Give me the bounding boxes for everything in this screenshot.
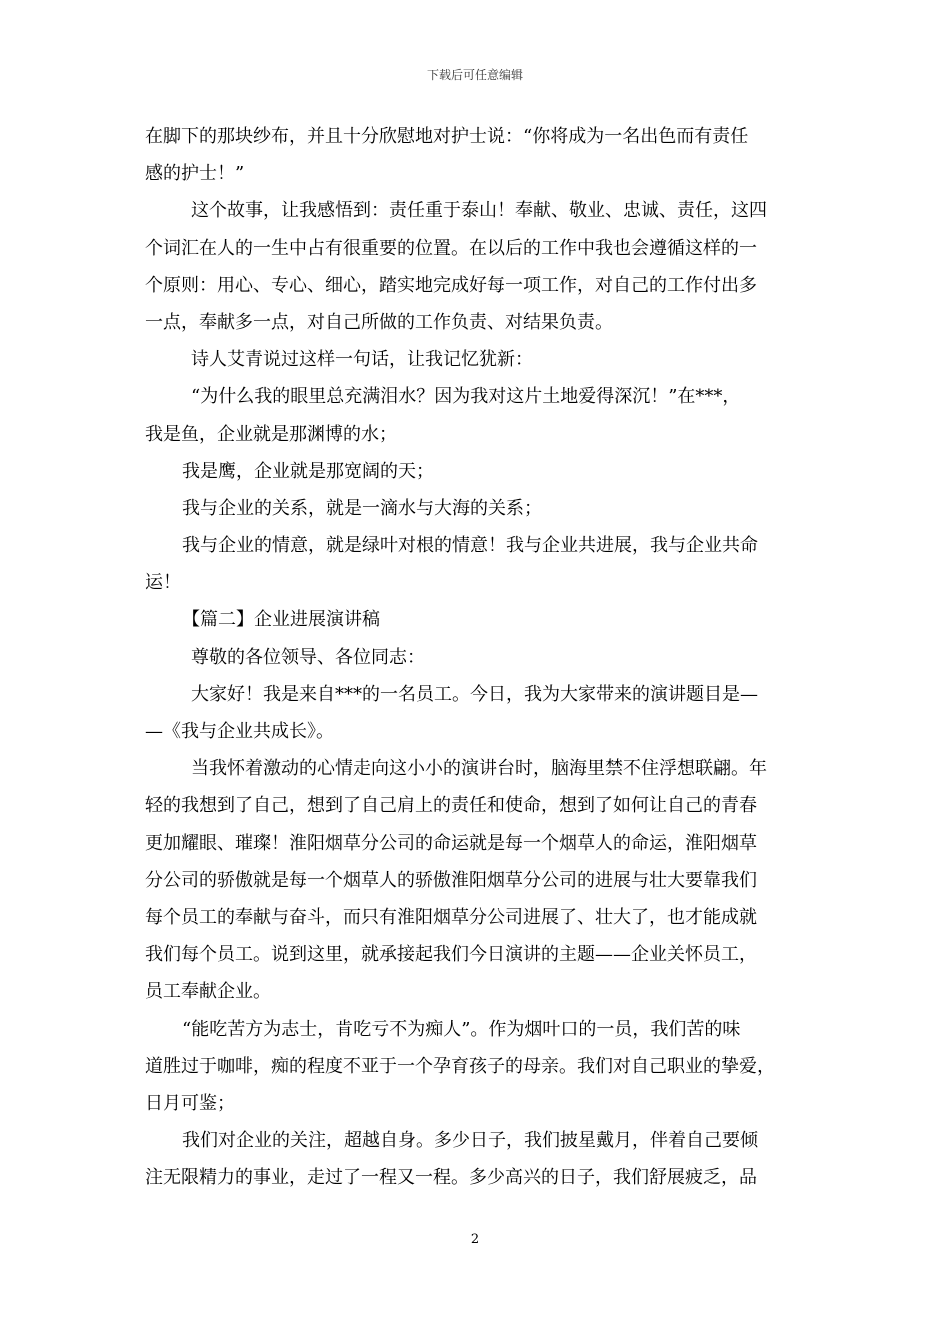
- text-line: 感的护士！”: [145, 163, 245, 185]
- text-line: 个词汇在人的一生中占有很重要的位置。在以后的工作中我也会遵循这样的一: [145, 237, 757, 259]
- text-line: 当我怀着激动的心情走向这小小的演讲台时，脑海里禁不住浮想联翩。年: [191, 758, 767, 780]
- text-line: 这个故事，让我感悟到：责任重于泰山！奉献、敬业、忠诚、责任，这四: [191, 200, 767, 222]
- text-line: 轻的我想到了自己，想到了自己肩上的责任和使命，想到了如何让自己的青春: [145, 795, 757, 817]
- text-line: 尊敬的各位领导、各位同志：: [191, 646, 425, 668]
- page-number: 2: [470, 1232, 480, 1247]
- text-line: —《我与企业共成长》。: [145, 721, 334, 742]
- page-header: 下载后可任意编辑: [426, 68, 523, 82]
- text-line: “为什么我的眼里总充满泪水？因为我对这片土地爱得深沉！”在***，: [191, 386, 741, 408]
- text-line: 诗人艾青说过这样一句话，让我记忆犹新：: [191, 349, 533, 371]
- text-line: 我们对企业的关注，超越自身。多少日子，我们披星戴月，伴着自己要倾: [182, 1130, 758, 1152]
- text-line: 员工奉献企业。: [145, 981, 271, 1003]
- text-line: 运！: [145, 572, 181, 594]
- text-line: 注无限精力的事业，走过了一程又一程。多少高兴的日子，我们舒展疲乏，品: [145, 1167, 757, 1189]
- text-line: 一点，奉献多一点，对自己所做的工作负责、对结果负责。: [145, 311, 613, 333]
- text-line: 每个员工的奉献与奋斗，而只有淮阳烟草分公司进展了、壮大了，也才能成就: [145, 906, 757, 928]
- text-line: 个原则：用心、专心、细心，踏实地完成好每一项工作，对自己的工作付出多: [145, 274, 757, 296]
- text-line: “能吃苦方为志士，肯吃亏不为痴人”。作为烟叶口的一员，我们苦的味: [182, 1018, 741, 1040]
- document-body: [145, 118, 810, 1196]
- text-line: 我是鱼，企业就是那渊博的水；: [145, 423, 397, 445]
- text-line: 日月可鉴；: [145, 1092, 235, 1114]
- text-line: 我是鹰，企业就是那宽阔的天；: [182, 460, 434, 482]
- text-line: 我与企业的关系，就是一滴水与大海的关系；: [182, 497, 542, 519]
- text-line: 在脚下的那块纱布，并且十分欣慰地对护士说：“你将成为一名出色而有责任: [145, 126, 749, 147]
- text-line: 道胜过于咖啡，痴的程度不亚于一个孕育孩子的母亲。我们对自己职业的挚爱，: [145, 1055, 775, 1077]
- text-line: 我们每个员工。说到这里，就承接起我们今日演讲的主题——企业关怀员工，: [145, 944, 757, 966]
- text-line: 更加耀眼、璀璨！淮阳烟草分公司的命运就是每一个烟草人的命运，淮阳烟草: [145, 832, 757, 854]
- text-line: 我与企业的情意，就是绿叶对根的情意！我与企业共进展，我与企业共命: [182, 535, 758, 557]
- text-line: 大家好！我是来自***的一名员工。今日，我为大家带来的演讲题目是—: [191, 683, 758, 705]
- text-line: 【篇二】企业进展演讲稿: [182, 609, 380, 631]
- text-line: 分公司的骄傲就是每一个烟草人的骄傲淮阳烟草分公司的进展与壮大要靠我们: [145, 869, 757, 891]
